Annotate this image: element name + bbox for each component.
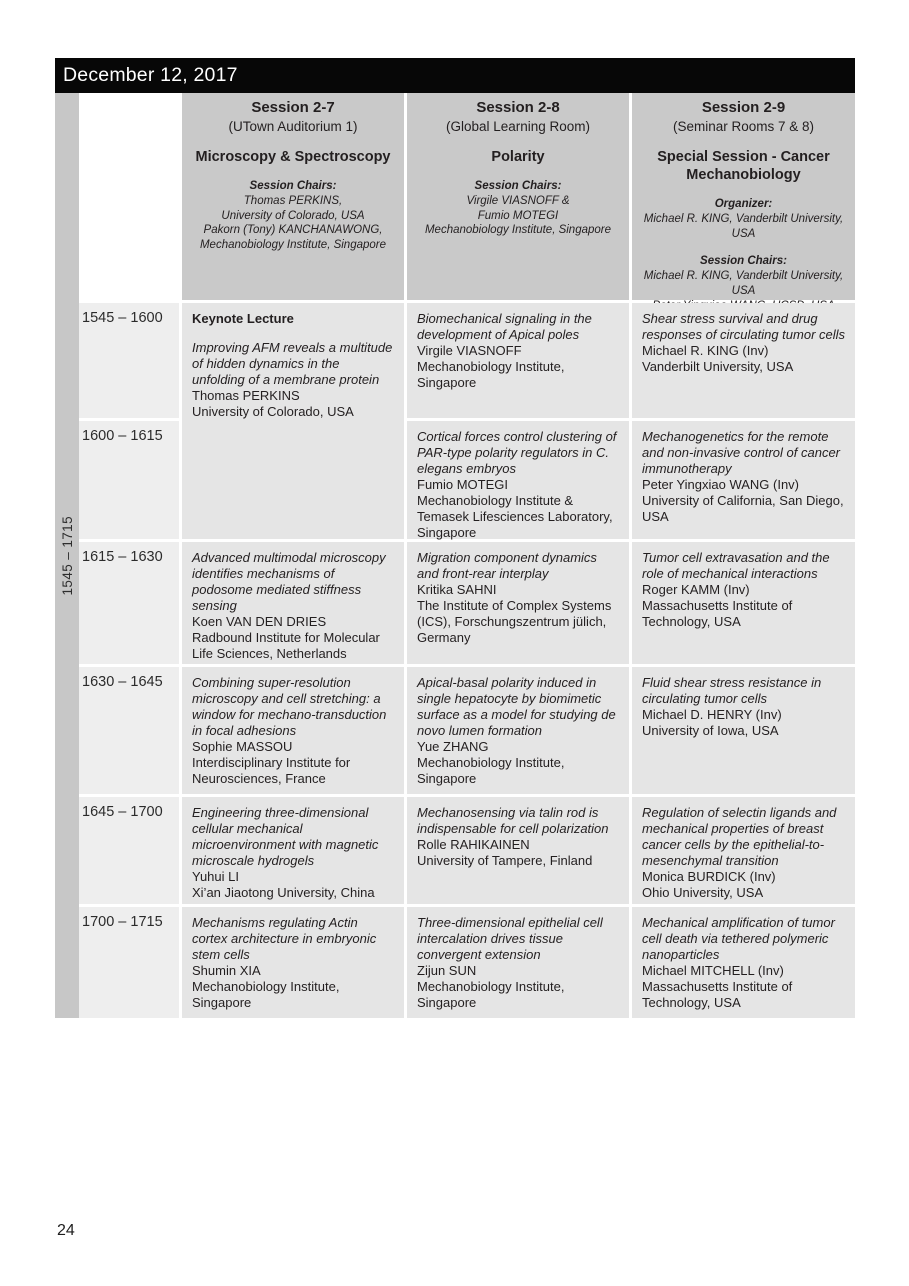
talk-title: Migration component dynamics and front-rear interplay [417,550,597,581]
talk-cell [632,421,855,539]
talk-title: Cortical forces control clustering of PAR-type polarity regulators in C. elegans embryos [417,429,617,476]
talk-cell [632,907,855,1018]
talk-title: Mechanogenetics for the remote and non-invasive control of cancer immunotherapy [642,429,841,476]
date-header-text: December 12, 2017 [63,64,238,86]
talk-speaker-line: Monica BURDICK (Inv) [642,868,776,884]
talk-speaker-line: Michael MITCHELL (Inv) [642,962,784,978]
talk-speaker-line: Mechanobiology Institute, Singapore [417,358,565,390]
time-slot-label: 1545 – 1600 [79,303,179,418]
talk-speaker-line: University of Iowa, USA [642,722,779,738]
talk-speaker-line: Xi’an Jiaotong University, China [192,884,375,900]
talk-cell [632,542,855,664]
talk-title: Tumor cell extravasation and the role of mechanical interactions [642,550,830,581]
session-topic: Special Session - Cancer Mechanobiology [657,149,830,184]
talk-title: Apical-basal polarity induced in single hepatocyte by biomimetic surface as a model for studying de novo lumen formation [417,675,616,738]
session-name: Session 2-7 [251,99,335,116]
talk-speaker-line: Yuhui LI [192,868,239,884]
talk-title: Biomechanical signaling in the development of Apical poles [417,311,592,342]
talk-cell [407,542,629,664]
page-number: 24 [57,1222,75,1239]
talk-speaker-line: Massachusetts Institute of Technology, USA [642,597,793,629]
talk-title: Engineering three-dimensional cellular mechanical microenvironment with magnetic microscale hydrogels [192,805,379,868]
talk-title: Combining super-resolution microscopy and cell stretching: a window for mechano-transduction in focal adhesions [192,675,387,738]
date-header-bar [55,58,855,93]
session-venue: (UTown Auditorium 1) [228,118,358,134]
talk-cell [632,797,855,904]
talk-title: Three-dimensional epithelial cell intercalation drives tissue convergent extension [417,915,603,962]
talk-speaker-line: Shumin XIA [192,962,261,978]
session-name: Session 2-9 [701,99,786,116]
chairs-label: Organizer: [714,198,773,211]
session-topic: Polarity [491,149,545,166]
talk-cell [182,542,404,664]
talk-title: Mechanosensing via talin rod is indispensable for cell polarization [417,805,609,836]
talk-speaker-line: University of Tampere, Finland [417,852,593,868]
chairs-label: Session Chairs: [249,180,337,193]
talk-cell [182,797,404,904]
talk-speaker-line: Mechanobiology Institute, Singapore [417,978,565,1010]
time-slot-label: 1645 – 1700 [79,797,179,904]
time-block-label: 1545 – 1715 [59,515,75,596]
talk-speaker-line: University of California, San Diego, USA [642,492,844,524]
time-slot-label: 1630 – 1645 [79,667,179,794]
chair-line: Thomas PERKINS, [243,194,343,207]
session-header-session-2-9 [632,93,855,300]
talk-speaker-line: Sophie MASSOU [192,738,293,754]
talk-speaker-line: Roger KAMM (Inv) [642,581,750,597]
chairs-label: Session Chairs: [700,255,787,268]
chair-line: University of Colorado, USA [221,209,365,222]
talk-kicker: Keynote Lecture [192,311,294,326]
session-header-session-2-7 [182,93,404,300]
talk-speaker-line: Massachusetts Institute of Technology, USA [642,978,793,1010]
chair-line: Mechanobiology Institute, Singapore [199,239,387,252]
talk-cell [632,303,855,418]
talk-cell [407,667,629,794]
talk-title: Mechanisms regulating Actin cortex architecture in embryonic stem cells [192,915,377,962]
conference-schedule-table [55,93,855,1018]
talk-cell [182,907,404,1018]
talk-speaker-line: Mechanobiology Institute & Temasek Lifesciences Laboratory, Singapore [417,492,613,540]
talk-speaker-line: Interdisciplinary Institute for Neurosciences, France [192,754,351,786]
chair-line: Mechanobiology Institute, Singapore [424,224,612,237]
talk-speaker-line: Mechanobiology Institute, Singapore [417,754,565,786]
session-topic: Microscopy & Spectroscopy [195,149,391,166]
talk-title: Shear stress survival and drug responses of circulating tumor cells [642,311,846,342]
talk-title: Advanced multimodal microscopy identifies mechanisms of podosome mediated stiffness sensing [192,550,386,613]
talk-cell [407,421,629,539]
talk-title: Regulation of selectin ligands and mechanical properties of breast cancer cells by the epithelial-to-mesenchymal transition [642,805,837,868]
talk-title: Improving AFM reveals a multitude of hidden dynamics in the unfolding of a membrane protein [192,339,393,387]
talk-speaker-line: Virgile VIASNOFF [417,342,522,358]
time-slot-label: 1615 – 1630 [79,542,179,664]
time-slot-label: 1600 – 1615 [79,421,179,539]
session-venue: (Seminar Rooms 7 & 8) [672,118,815,134]
schedule-grid [79,93,855,1018]
talk-cell [632,667,855,794]
chairs-label: Session Chairs: [474,180,562,193]
session-chairs-block [640,197,847,241]
talk-speaker-line: Rolle RAHIKAINEN [417,836,530,852]
talk-title: Mechanical amplification of tumor cell death via tethered polymeric nanoparticles [642,915,835,962]
talk-cell [407,907,629,1018]
talk-speaker-line: University of Colorado, USA [192,403,354,419]
chair-line: Virgile VIASNOFF & [466,194,570,207]
talk-speaker-line: Michael D. HENRY (Inv) [642,706,782,722]
talk-speaker-line: Koen VAN DEN DRIES [192,613,327,629]
talk-speaker-line: Zijun SUN [417,962,477,978]
session-chairs-block [190,179,396,253]
session-name: Session 2-8 [476,99,560,116]
talk-title: Fluid shear stress resistance in circulating tumor cells [642,675,822,706]
talk-speaker-line: The Institute of Complex Systems (ICS), Forschungszentrum jülich, Germany [417,597,612,645]
chair-line: Pakorn (Tony) KANCHANAWONG, [203,224,383,237]
chair-line: Fumio MOTEGI [477,209,559,222]
talk-speaker-line: Ohio University, USA [642,884,764,900]
talk-cell [407,797,629,904]
talk-speaker-line: Kritika SAHNI [417,581,497,597]
talk-speaker-line: Vanderbilt University, USA [642,358,794,374]
talk-speaker-line: Michael R. KING (Inv) [642,342,769,358]
session-venue: (Global Learning Room) [445,118,591,134]
talk-speaker-line: Yue ZHANG [417,738,489,754]
talk-speaker-line: Mechanobiology Institute, Singapore [192,978,340,1010]
talk-cell [182,667,404,794]
talk-cell [407,303,629,418]
time-slot-label: 1700 – 1715 [79,907,179,1018]
chair-line: Michael R. KING, Vanderbilt University, USA [643,270,844,297]
talk-speaker-line: Radbound Institute for Molecular Life Sciences, Netherlands [192,629,380,661]
talk-speaker-line: Peter Yingxiao WANG (Inv) [642,476,800,492]
talk-cell [182,303,404,539]
session-header-session-2-8 [407,93,629,300]
talk-speaker-line: Thomas PERKINS [192,387,300,403]
chair-line: Michael R. KING, Vanderbilt University, USA [643,213,844,240]
session-chairs-block [415,179,621,238]
talk-speaker-line: Fumio MOTEGI [417,476,509,492]
time-block-strip [55,93,79,1018]
